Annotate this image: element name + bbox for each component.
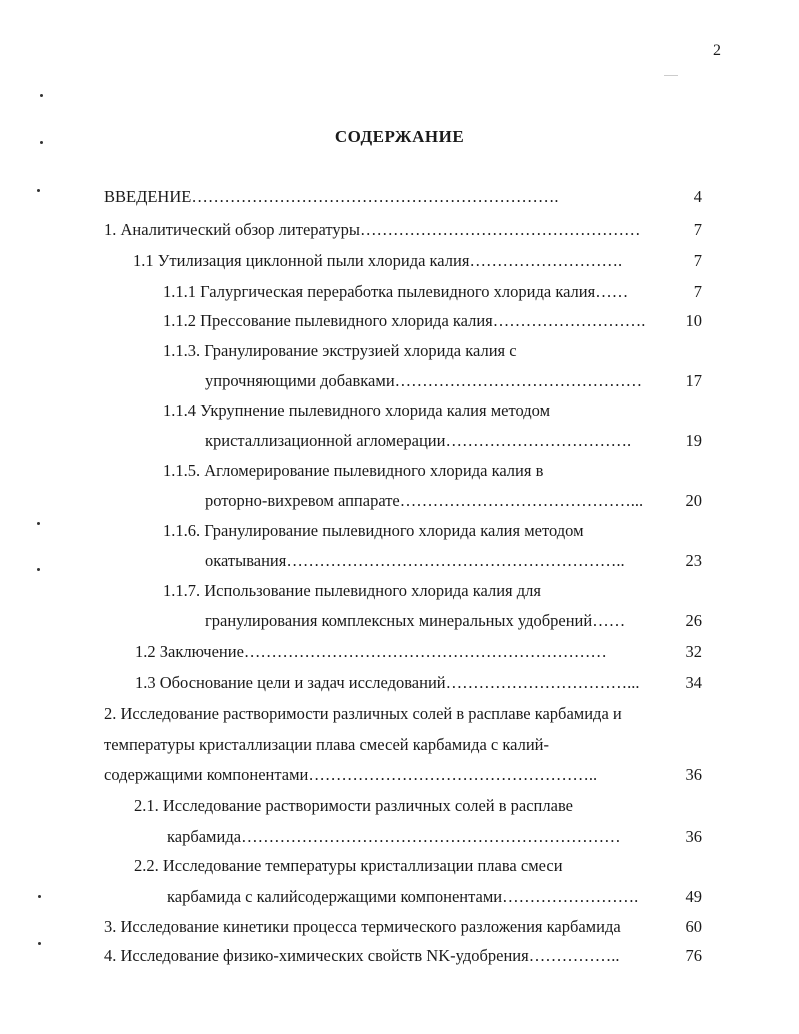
scan-smudge [664, 75, 678, 76]
toc-entry-title: 2.2. Исследование температуры кристаллизации плава смеси [134, 856, 563, 875]
toc-entry-title: 1.1 Утилизация циклонной пыли хлорида калия [133, 251, 470, 270]
toc-entry [167, 827, 621, 847]
toc-entry [205, 371, 642, 391]
scan-dot [37, 189, 40, 192]
toc-dot-leader: …………………………………………………………… [241, 827, 621, 846]
scan-dot [38, 942, 41, 945]
toc-dot-leader: ………………………. [469, 251, 623, 270]
toc-entry [205, 491, 643, 511]
toc-entry-title: окатывания [205, 551, 287, 570]
toc-entry-title: гранулирования комплексных минеральных удобрений [205, 611, 593, 630]
toc-page-number: 20 [685, 491, 702, 510]
toc-entry [104, 704, 622, 724]
toc-entry-title: 1.1.6. Гранулирование пылевидного хлорида калия методом [163, 521, 584, 540]
toc-entry [134, 796, 573, 816]
toc-entry-title: 1.3 Обоснование цели и задач исследований [135, 673, 446, 692]
toc-entry-title: ВВЕДЕНИЕ [104, 187, 192, 206]
toc-entry-title: 1.1.5. Агломерирование пылевидного хлорида калия в [163, 461, 544, 480]
toc-entry [104, 917, 621, 937]
toc-dot-leader: ……………………………. [445, 431, 632, 450]
toc-entry [104, 187, 558, 207]
scan-dot [37, 522, 40, 525]
scan-dot [37, 568, 40, 571]
toc-page-number: 76 [685, 946, 702, 965]
toc-page-number: 49 [685, 887, 702, 906]
toc-entry [163, 282, 628, 302]
toc-entry-title: содержащими компонентами [104, 765, 309, 784]
toc-page-number: 7 [693, 220, 702, 239]
toc-page-number: 10 [685, 311, 702, 330]
toc-page-number: 7 [693, 282, 702, 301]
toc-entry [133, 251, 622, 271]
toc-dot-leader: ……………………………... [445, 673, 640, 692]
toc-entry-title: 1.1.7. Использование пылевидного хлорида калия для [163, 581, 541, 600]
toc-entry [163, 521, 584, 541]
toc-entry-title: роторно-вихревом аппарате [205, 491, 400, 510]
toc-page-number: 36 [685, 765, 702, 784]
toc-entry [104, 946, 619, 966]
scan-dot [38, 895, 41, 898]
toc-entry [163, 311, 645, 331]
page-number: 2 [713, 42, 721, 59]
toc-entry-title: 2.1. Исследование растворимости различных солей в расплаве [134, 796, 573, 815]
toc-entry-title: кристаллизационной агломерации [205, 431, 446, 450]
toc-page-number: 36 [685, 827, 702, 846]
toc-entry [163, 401, 550, 421]
page-title: СОДЕРЖАНИЕ [334, 127, 465, 146]
toc-entry [167, 887, 638, 907]
toc-page-number: 4 [693, 187, 702, 206]
toc-page-number: 23 [685, 551, 702, 570]
toc-dot-leader: ………………………. [492, 311, 646, 330]
toc-entry [104, 765, 597, 785]
toc-entry-title: 1. Аналитический обзор литературы [104, 220, 360, 239]
toc-dot-leader: ……………………………………… [394, 371, 643, 390]
toc-entry-title: 2. Исследование растворимости различных солей в расплаве карбамида и [104, 704, 622, 723]
toc-page-number: 60 [685, 917, 702, 936]
toc-entry-title: карбамида [167, 827, 242, 846]
toc-entry-title: 3. Исследование кинетики процесса термического разложения карбамида [104, 917, 621, 936]
toc-entry-title: температуры кристаллизации плава смесей карбамида с калий- [104, 735, 549, 754]
toc-entry-title: 1.1.1 Галургическая переработка пылевидного хлорида калия [163, 282, 596, 301]
toc-dot-leader: …………………………………………………….. [286, 551, 625, 570]
toc-entry-title: упрочняющими добавками [205, 371, 395, 390]
toc-entry [104, 220, 641, 240]
toc-dot-leader: …………………………………………………………. [191, 187, 559, 206]
toc-entry [104, 735, 549, 755]
toc-entry-title: карбамида с калийсодержащими компонентами [167, 887, 503, 906]
toc-page-number: 17 [685, 371, 702, 390]
toc-page-number: 7 [693, 251, 702, 270]
toc-entry [163, 581, 541, 601]
scan-dot [40, 94, 43, 97]
toc-entry-title: 1.1.2 Прессование пылевидного хлорида калия [163, 311, 493, 330]
toc-entry [135, 673, 639, 693]
toc-dot-leader: …………………………………………….. [308, 765, 598, 784]
toc-dot-leader: ………………………………………………………… [243, 642, 607, 661]
toc-page-number: 19 [685, 431, 702, 450]
toc-entry [205, 611, 625, 631]
toc-entry [163, 461, 543, 481]
toc-dot-leader: …… [592, 611, 626, 630]
toc-entry [163, 341, 517, 361]
toc-entry-title: 1.1.4 Укрупнение пылевидного хлорида калия методом [163, 401, 551, 420]
toc-entry [205, 431, 631, 451]
toc-entry-title: 1.2 Заключение [135, 642, 244, 661]
toc-dot-leader: …………….. [528, 946, 620, 965]
toc-entry [135, 642, 607, 662]
toc-dot-leader: ……………………. [502, 887, 639, 906]
toc-dot-leader: …………………………………………… [360, 220, 641, 239]
toc-dot-leader: …… [595, 282, 629, 301]
toc-page-number: 26 [685, 611, 702, 630]
toc-entry [205, 551, 625, 571]
toc-entry-title: 4. Исследование физико-химических свойств NK-удобрения [104, 946, 529, 965]
toc-page-number: 34 [685, 673, 702, 692]
toc-entry [134, 856, 563, 876]
toc-page-number: 32 [685, 642, 702, 661]
toc-dot-leader: ……………………………………... [399, 491, 644, 510]
toc-entry-title: 1.1.3. Гранулирование экструзией хлорида калия с [163, 341, 517, 360]
